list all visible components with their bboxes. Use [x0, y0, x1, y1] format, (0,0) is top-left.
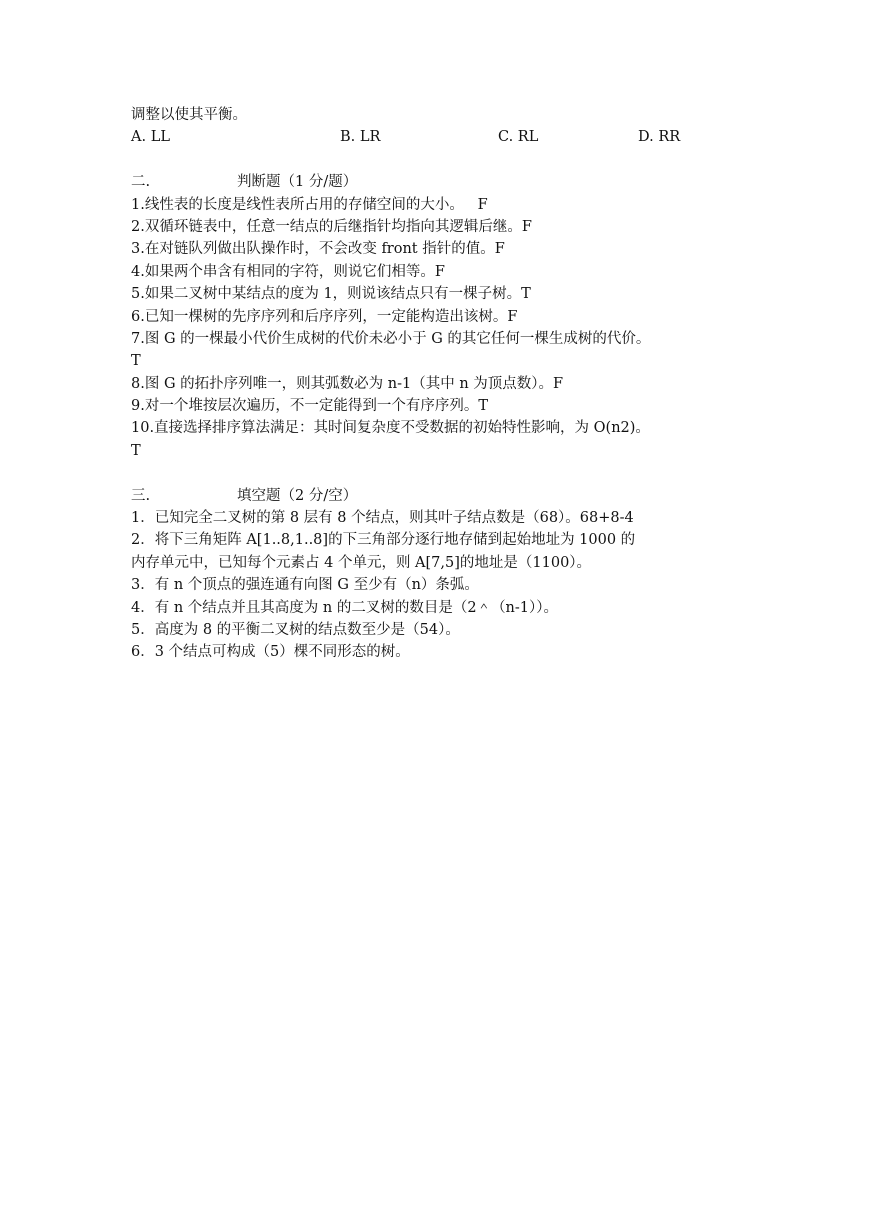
- judgment-item: 9.对一个堆按层次遍历，不一定能得到一个有序序列。T: [131, 398, 489, 415]
- section-title: 判断题（1 分/题）: [237, 174, 358, 191]
- fill-in-item: 2．将下三角矩阵 A[1..8,1..8]的下三角部分逐行地存储到起始地址为 1000 的: [131, 532, 636, 549]
- judgment-item: 7.图 G 的一棵最小代价生成树的代价未必小于 G 的其它任何一棵生成树的代价。: [131, 330, 651, 347]
- fill-in-section: [131, 485, 771, 664]
- fill-in-item: 1．已知完全二叉树的第 8 层有 8 个结点，则其叶子结点数是（68）。68+8-4: [131, 510, 634, 527]
- option-c: C. RL: [498, 129, 539, 146]
- spacer: [131, 149, 771, 171]
- section-number: 二.: [131, 174, 151, 191]
- option-d: D. RR: [638, 129, 681, 146]
- fill-in-item: 6．3 个结点可构成（5）棵不同形态的树。: [131, 644, 410, 661]
- judgment-answer: T: [131, 353, 141, 370]
- judgment-section: [131, 171, 771, 462]
- question-continuation: 调整以使其平衡。: [131, 107, 247, 123]
- judgment-item: 2.双循环链表中，任意一结点的后继指针均指向其逻辑后继。F: [131, 218, 532, 235]
- judgment-item: 6.已知一棵树的先序序列和后序序列，一定能构造出该树。F: [131, 308, 518, 325]
- section-number: 三.: [131, 487, 151, 504]
- judgment-item: 5.如果二叉树中某结点的度为 1，则说该结点只有一棵子树。T: [131, 286, 531, 303]
- judgment-item: 8.图 G 的拓扑序列唯一，则其弧数必为 n-1（其中 n 为顶点数）。F: [131, 375, 564, 392]
- spacer: [131, 462, 771, 484]
- judgment-answer: T: [131, 442, 141, 459]
- document-content: [131, 104, 771, 664]
- answer-options: [131, 126, 771, 148]
- section-title: 填空题（2 分/空）: [237, 487, 358, 504]
- judgment-item: 3.在对链队列做出队操作时，不会改变 front 指针的值。F: [131, 241, 505, 258]
- judgment-item: 4.如果两个串含有相同的字符，则说它们相等。F: [131, 263, 445, 280]
- option-a: A. LL: [131, 129, 170, 146]
- fill-in-item: 4．有 n 个结点并且其高度为 n 的二叉树的数目是（2＾（n-1））。: [131, 599, 559, 616]
- option-b: B. LR: [340, 129, 381, 146]
- judgment-item: 10.直接选择排序算法满足：其时间复杂度不受数据的初始特性影响，为 O(n2)。: [131, 420, 650, 437]
- fill-in-item: 内存单元中，已知每个元素占 4 个单元，则 A[7,5]的地址是（1100）。: [131, 554, 592, 571]
- section-heading: [131, 171, 771, 193]
- fill-in-item: 5．高度为 8 的平衡二叉树的结点数至少是（54）。: [131, 621, 460, 638]
- judgment-item: 1.线性表的长度是线性表所占用的存储空间的大小。 F: [131, 196, 488, 213]
- fill-in-item: 3．有 n 个顶点的强连通有向图 G 至少有（n）条弧。: [131, 577, 479, 594]
- section-heading: [131, 485, 771, 507]
